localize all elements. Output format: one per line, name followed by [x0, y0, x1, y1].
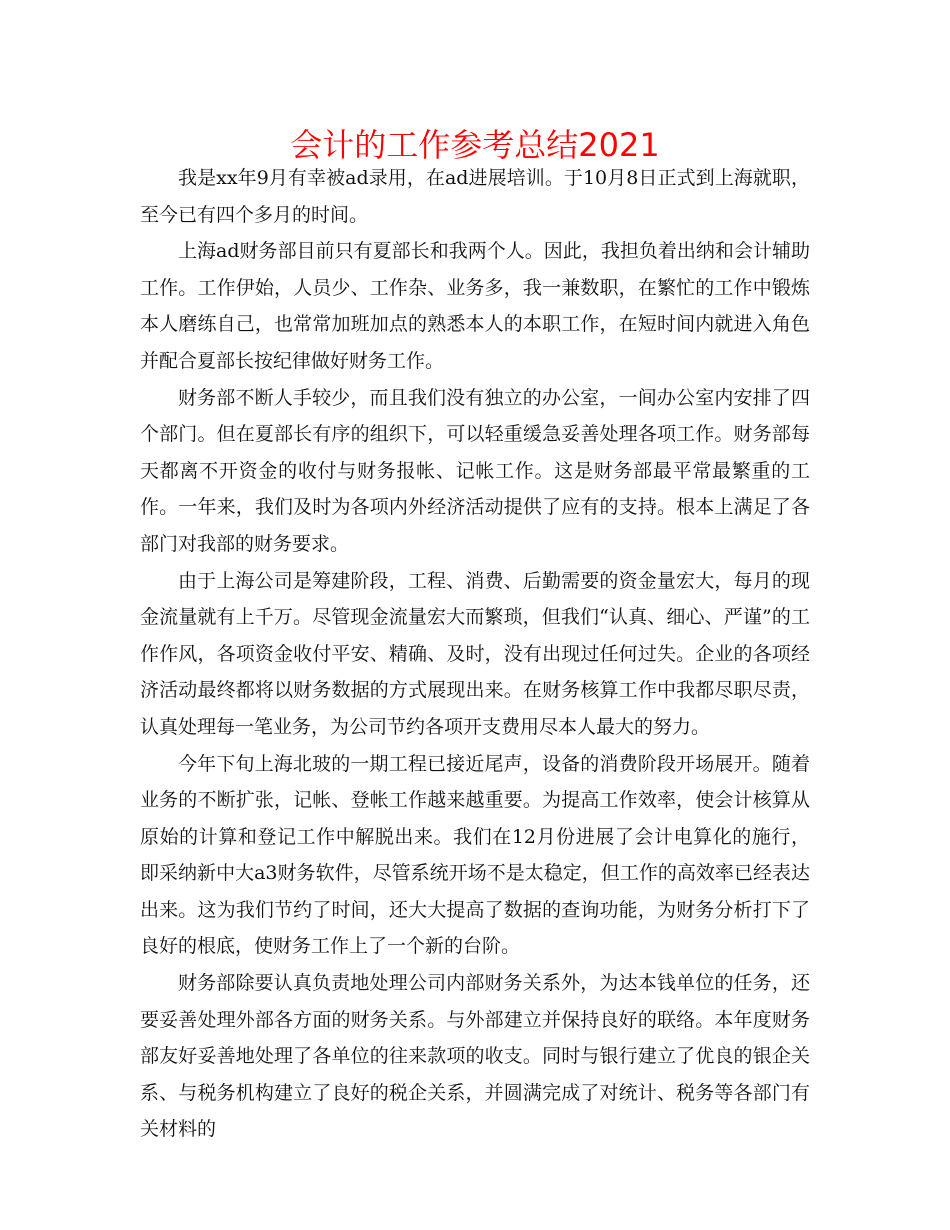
paragraph-4: 由于上海公司是筹建阶段，工程、消费、后勤需要的资金量宏大，每月的现金流量就有上千万。尽管现金流量宏大而繁琐，但我们“认真、细心、严谨”的工作作风，各项资金收付平安、精确、及时，没有出现过任何过失。企业的各项经济活动最终都将以财务数据的方式展现出来。在财务核算工作中我都尽职尽责，认真处理每一笔业务，为公司节约各项开支费用尽本人最大的努力。: [140, 569, 810, 738]
document-title: 会计的工作参考总结2021: [290, 126, 660, 164]
paragraph-3: 财务部不断人手较少，而且我们没有独立的办公室，一间办公室内安排了四个部门。但在夏部长有序的组织下，可以轻重缓急妥善处理各项工作。财务部每天都离不开资金的收付与财务报帐、记帐工作。这是财务部最平常最繁重的工作。一年来，我们及时为各项内外经济活动提供了应有的支持。根本上满足了各部门对我部的财务要求。: [140, 386, 810, 555]
paragraph-5: 今年下旬上海北玻的一期工程已接近尾声，设备的消费阶段开场展开。随着业务的不断扩张，记帐、登帐工作越来越重要。为提高工作效率，使会计核算从原始的计算和登记工作中解脱出来。我们在12月份进展了会计电算化的施行，即采纳新中大a3财务软件，尽管系统开场不是太稳定，但工作的高效率已经表达出来。这为我们节约了时间，还大大提高了数据的查询功能，为财务分析打下了良好的根底，使财务工作上了一个新的台阶。: [140, 752, 810, 958]
paragraph-1: 我是xx年9月有幸被ad录用，在ad进展培训。于10月8日正式到上海就职，至今已有四个多月的时间。: [140, 167, 810, 226]
document-body: [140, 160, 810, 1148]
paragraph-2: 上海ad财务部目前只有夏部长和我两个人。因此，我担负着出纳和会计辅助工作。工作伊始，人员少、工作杂、业务多，我一兼数职，在繁忙的工作中锻炼本人磨练自己，也常常加班加点的熟悉本人的本职工作，在短时间内就进入角色并配合夏部长按纪律做好财务工作。: [140, 240, 810, 372]
paragraph-6: 财务部除要认真负责地处理公司内部财务关系外，为达本钱单位的任务，还要妥善处理外部各方面的财务关系。与外部建立并保持良好的联络。本年度财务部友好妥善地处理了各单位的往来款项的收支。同时与银行建立了优良的银企关系、与税务机构建立了良好的税企关系，并圆满完成了对统计、税务等各部门有关材料的: [140, 972, 810, 1141]
